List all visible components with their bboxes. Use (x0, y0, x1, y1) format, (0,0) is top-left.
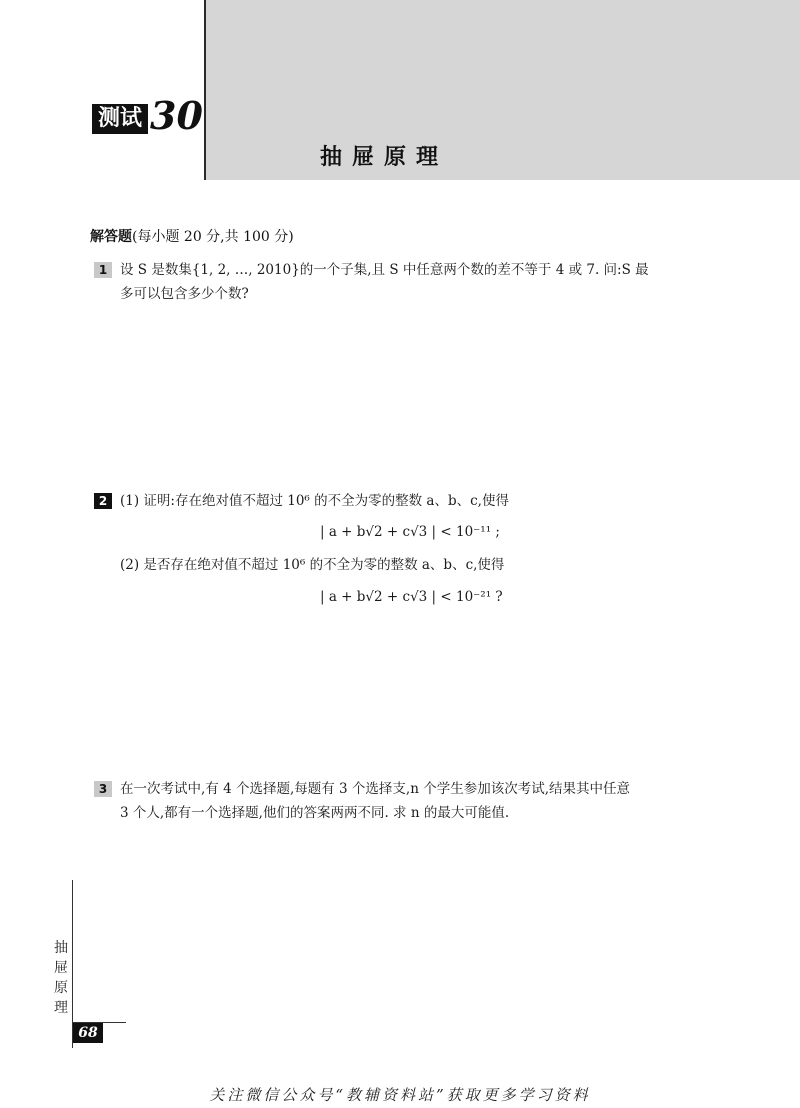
section-heading-label: 解答题 (90, 229, 132, 245)
question-1-line-2: 多可以包含多少个数? (120, 286, 249, 302)
question-3-line-2: 3 个人,都有一个选择题,他们的答案两两不同. 求 n 的最大可能值. (120, 805, 510, 821)
page-title: 抽屉原理 (320, 145, 449, 170)
section-heading (90, 226, 294, 246)
question-1-text (120, 258, 720, 306)
question-2-part-1: (1) 证明:存在绝对值不超过 10⁶ 的不全为零的整数 a、b、c,使得 (120, 493, 509, 509)
question-2-formula-2: | a + b√2 + c√3 | < 10⁻²¹ ? (320, 589, 503, 605)
test-number: 30 (150, 93, 203, 138)
test-label-box: 测试 (92, 104, 148, 134)
section-heading-note: (每小题 20 分,共 100 分) (132, 229, 294, 245)
question-2-formula-1: | a + b√2 + c√3 | < 10⁻¹¹ ; (320, 524, 500, 540)
question-3-number: 3 (94, 781, 112, 797)
question-3-text (120, 777, 720, 825)
question-1-number: 1 (94, 262, 112, 278)
question-2-part-2: (2) 是否存在绝对值不超过 10⁶ 的不全为零的整数 a、b、c,使得 (120, 557, 505, 573)
header-banner (204, 0, 800, 180)
question-3-line-1: 在一次考试中,有 4 个选择题,每题有 3 个选择支,n 个学生参加该次考试,结果其中任意 (120, 781, 630, 797)
footer-watermark: 关注微信公众号“教辅资料站”获取更多学习资料 (209, 1086, 591, 1104)
test-label (92, 93, 203, 138)
page-number: 68 (73, 1023, 103, 1043)
question-1-line-1: 设 S 是数集{1, 2, …, 2010}的一个子集,且 S 中任意两个数的差不等于 4 或 7. 问:S 最 (120, 262, 649, 278)
side-label: 抽屉原理 (54, 940, 68, 1016)
question-2-number: 2 (94, 493, 112, 509)
